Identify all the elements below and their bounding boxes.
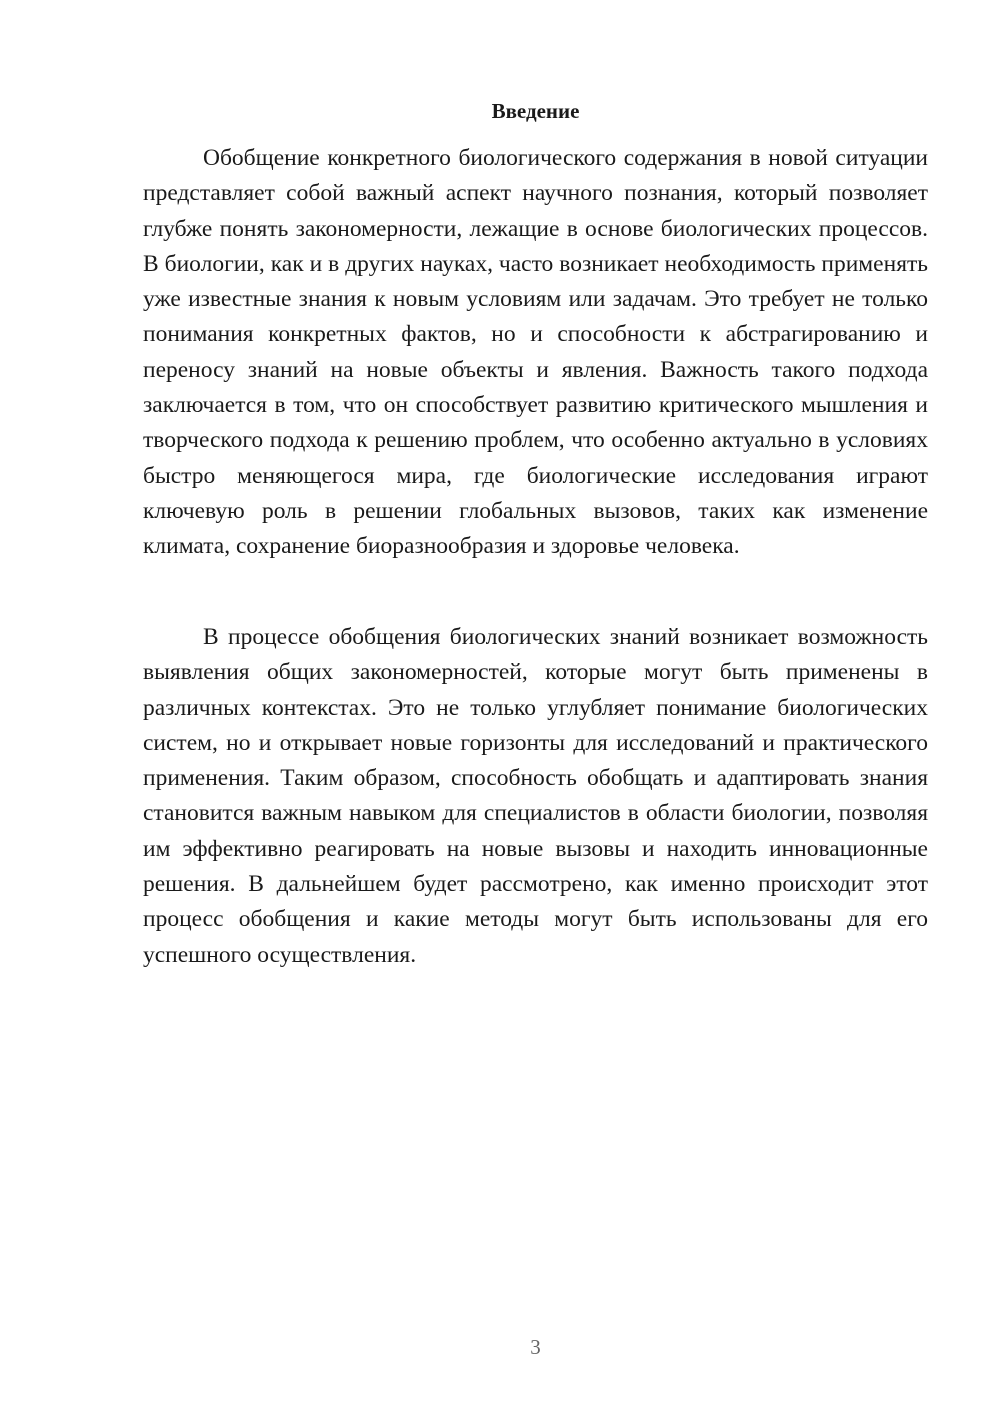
paragraph-2: В процессе обобщения биологических знаний возникает возможность выявления общих закономерностей, которые могут быть применены в различных контекстах. Это не только углубляет понимание биологических систем, но и открывает новые горизонты для исследований и практического применения. Таким образом, способность обобщать и адаптировать знания становится важным навыком для специалистов в области биологии, позволяя им эффективно реагировать на новые вызовы и находить инновационные решения. В дальнейшем будет рассмотрено, как именно происходит этот процесс обобщения и какие методы могут быть использованы для его успешного осуществления. bbox=[143, 624, 928, 968]
page-number: 3 bbox=[530, 1335, 541, 1359]
paragraph-1: Обобщение конкретного биологического содержания в новой ситуации представляет собой важный аспект научного познания, который позволяет глубже понять закономерности, лежащие в основе биологических процессов. В биологии, как и в других науках, часто возникает необходимость применять уже известные знания к новым условиям или задачам. Это требует не только понимания конкретных фактов, но и способности к абстрагированию и переносу знаний на новые объекты и явления. Важность такого подхода заключается в том, что он способствует развитию критического мышления и творческого подхода к решению проблем, что особенно актуально в условиях быстро меняющегося мира, где биологические исследования играют ключевую роль в решении глобальных вызовов, таких как изменение климата, сохранение биоразнообразия и здоровье человека. bbox=[143, 145, 928, 560]
section-title: Введение bbox=[491, 99, 580, 123]
